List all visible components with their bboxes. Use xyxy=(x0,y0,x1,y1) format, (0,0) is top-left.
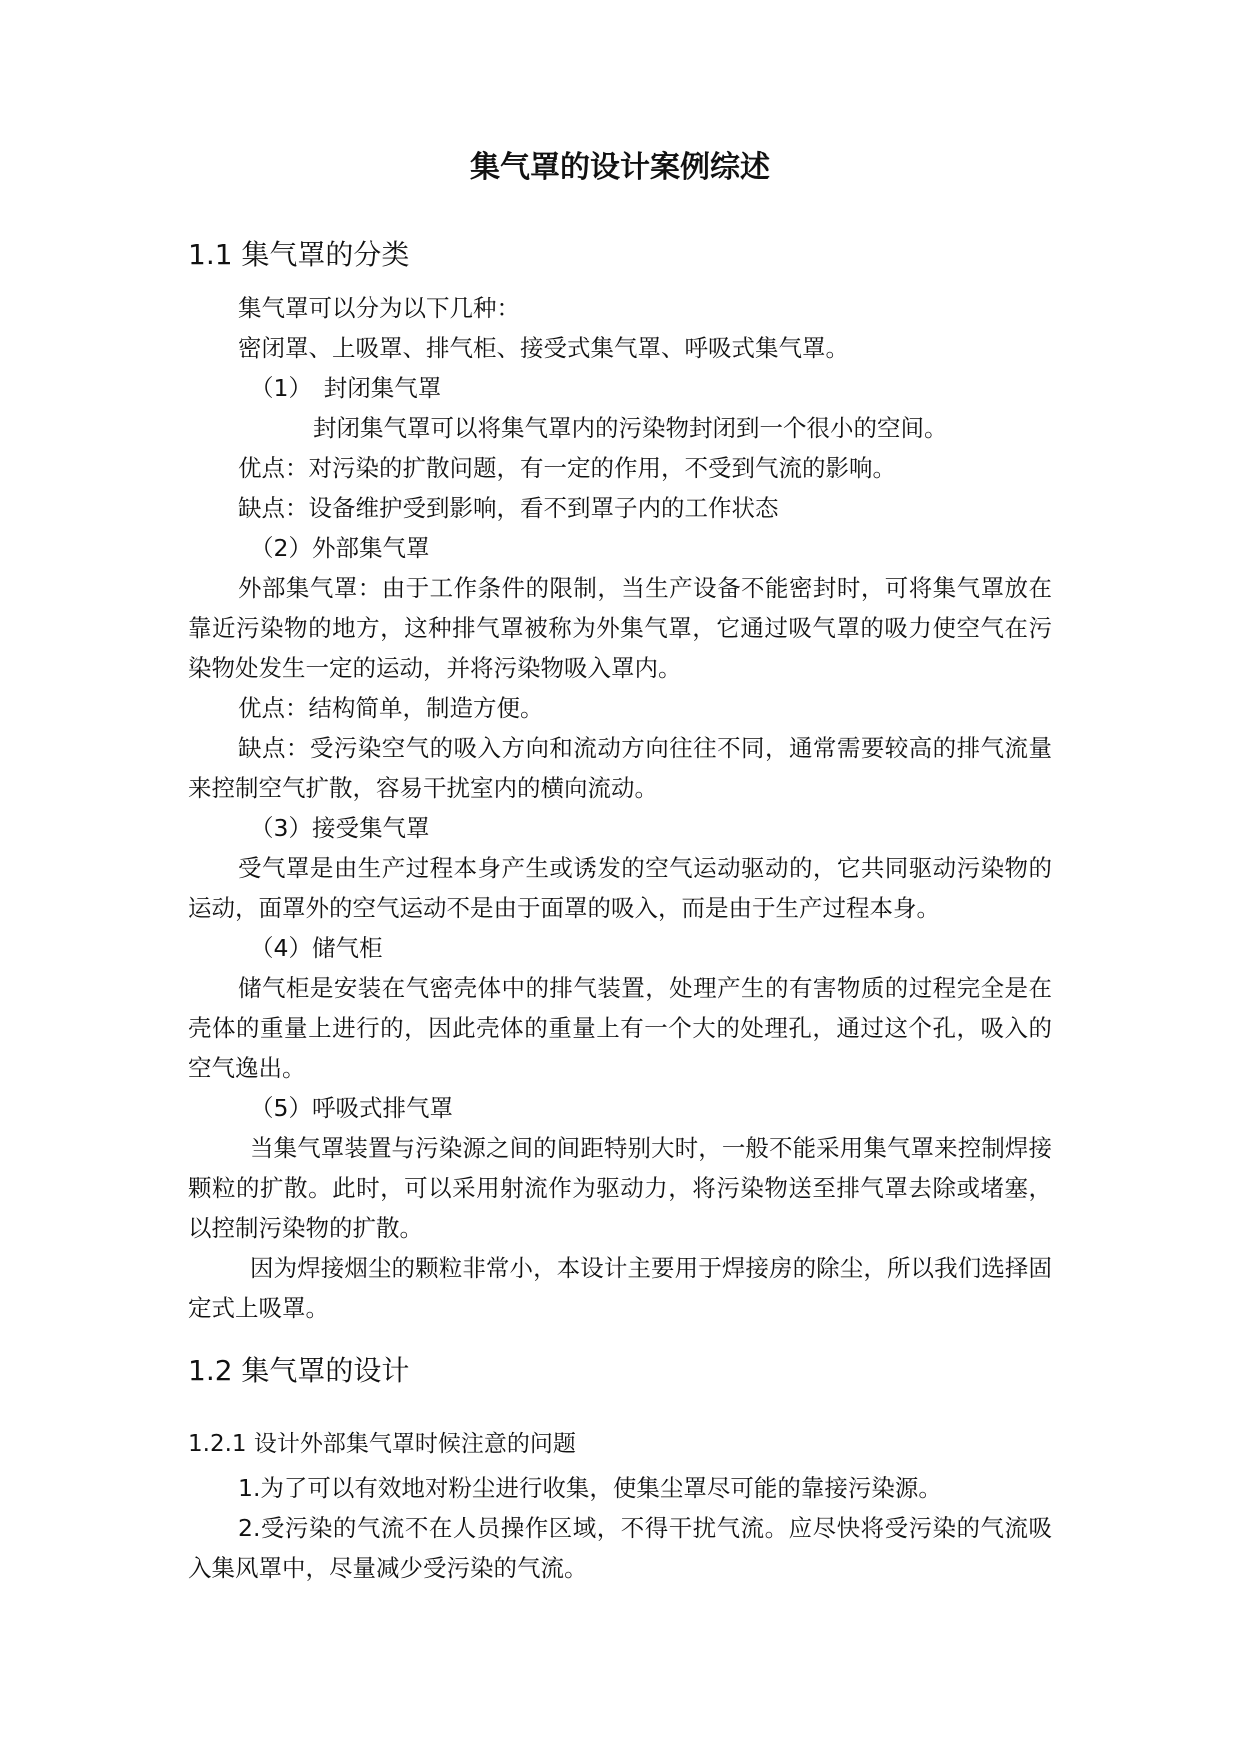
intro-line-1: 集气罩可以分为以下几种： xyxy=(238,294,520,322)
item-2-description: 外部集气罩：由于工作条件的限制，当生产设备不能密封时，可将集气罩放在靠近污染物的地方，这种排气罩被称为外集气罩，它通过吸气罩的吸力使空气在污染物处发生一定的运动，并将污染物吸入罩内。 xyxy=(188,574,1052,682)
item-5-description: 当集气罩装置与污染源之间的间距特别大时，一般不能采用集气罩来控制焊接颗粒的扩散。此时，可以采用射流作为驱动力，将污染物送至排气罩去除或堵塞，以控制污染物的扩散。 xyxy=(188,1134,1052,1242)
item-2-cons: 缺点：受污染空气的吸入方向和流动方向往往不同，通常需要较高的排气流量来控制空气扩散，容易干扰室内的横向流动。 xyxy=(188,734,1052,802)
item-1-cons: 缺点：设备维护受到影响，看不到罩子内的工作状态 xyxy=(238,494,779,522)
item-1-label: （1） 封闭集气罩 xyxy=(250,374,442,402)
item-1-description: 封闭集气罩可以将集气罩内的污染物封闭到一个很小的空间。 xyxy=(313,414,948,442)
section-heading-1-1: 1.1 集气罩的分类 xyxy=(188,238,410,271)
selection-conclusion: 因为焊接烟尘的颗粒非常小，本设计主要用于焊接房的除尘，所以我们选择固定式上吸罩。 xyxy=(188,1254,1052,1322)
item-4-label: （4）储气柜 xyxy=(250,934,383,962)
item-1-pros: 优点：对污染的扩散问题，有一定的作用，不受到气流的影响。 xyxy=(238,454,896,482)
section-heading-1-2: 1.2 集气罩的设计 xyxy=(188,1354,410,1387)
item-3-description: 受气罩是由生产过程本身产生或诱发的空气运动驱动的，它共同驱动污染物的运动，面罩外的空气运动不是由于面罩的吸入，而是由于生产过程本身。 xyxy=(188,854,1052,922)
item-2-pros: 优点：结构简单，制造方便。 xyxy=(238,694,544,722)
item-3-label: （3）接受集气罩 xyxy=(250,814,430,842)
subsection-heading-1-2-1: 1.2.1 设计外部集气罩时候注意的问题 xyxy=(188,1431,576,1457)
item-2-label: （2）外部集气罩 xyxy=(250,534,430,562)
design-point-1: 1.为了可以有效地对粉尘进行收集，使集尘罩尽可能的靠接污染源。 xyxy=(238,1474,942,1502)
item-4-description: 储气柜是安装在气密壳体中的排气装置，处理产生的有害物质的过程完全是在壳体的重量上进行的，因此壳体的重量上有一个大的处理孔，通过这个孔，吸入的空气逸出。 xyxy=(188,974,1052,1082)
intro-line-2: 密闭罩、上吸罩、排气柜、接受式集气罩、呼吸式集气罩。 xyxy=(238,334,849,362)
item-5-label: （5）呼吸式排气罩 xyxy=(250,1094,453,1122)
page-title: 集气罩的设计案例综述 xyxy=(470,150,770,185)
design-point-2: 2.受污染的气流不在人员操作区域，不得干扰气流。应尽快将受污染的气流吸入集风罩中，尽量减少受污染的气流。 xyxy=(188,1514,1052,1582)
